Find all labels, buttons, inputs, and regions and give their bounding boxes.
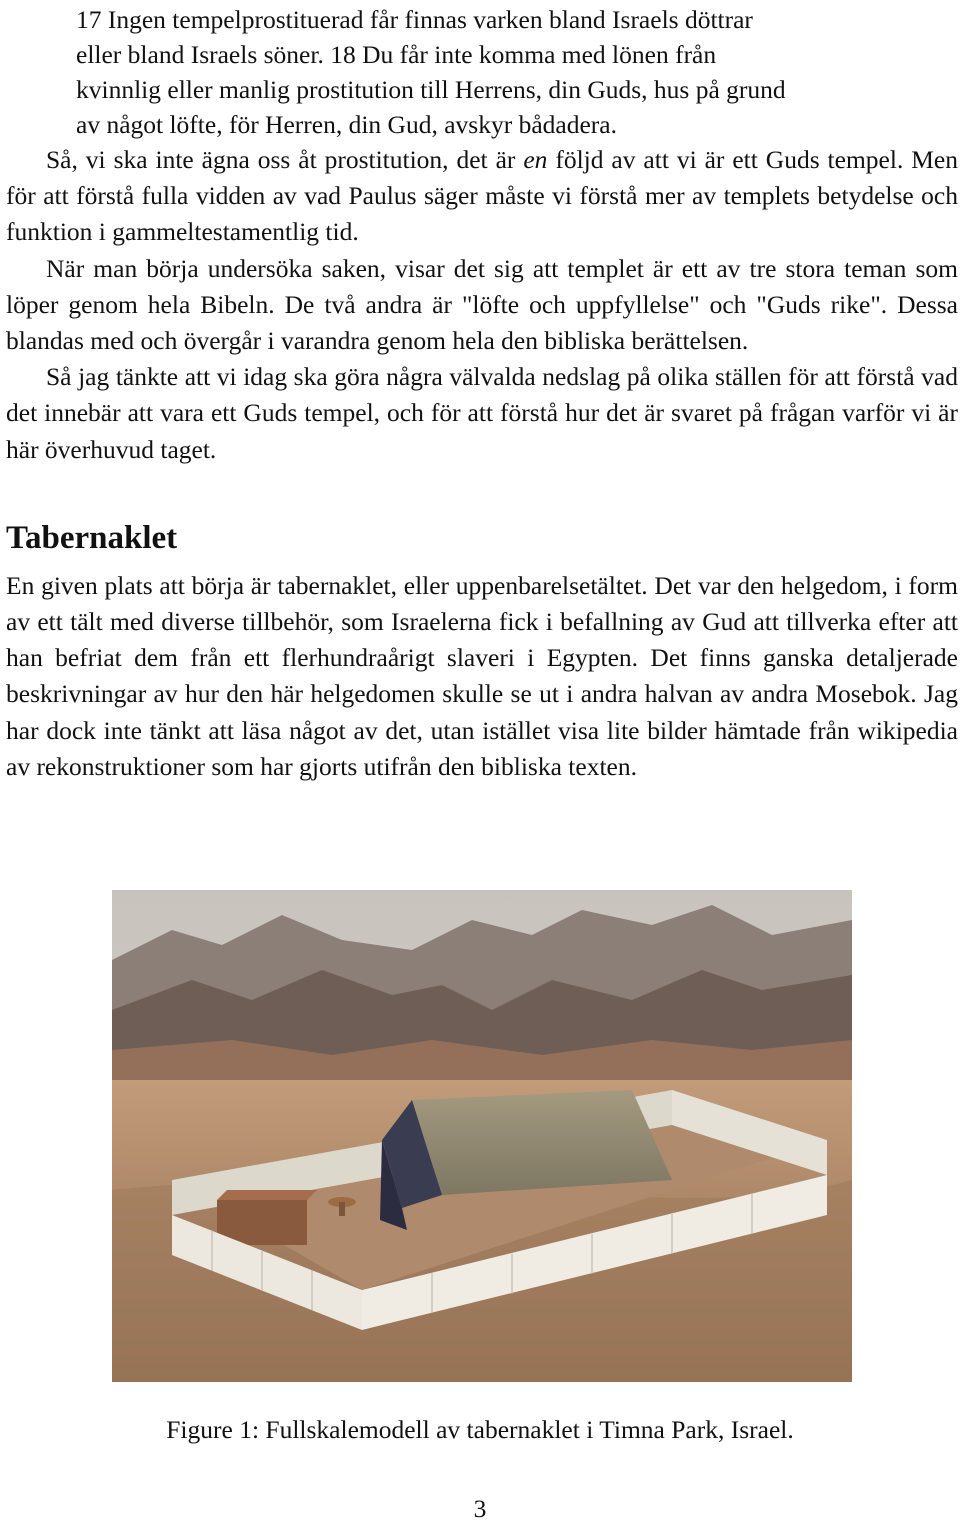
paragraph-2: När man börja undersöka saken, visar det sig att templet är ett av tre stora teman som löper genom hela Bibeln. De två andra är "löfte och uppfyllelse" och "Guds rike". Dessa blandas med och övergår i varandra genom hela den bibliska berättelsen. (6, 253, 958, 356)
figure-caption: Figure 1: Fullskalemodell av tabernaklet i Timna Park, Israel. (166, 1415, 794, 1444)
quote-line: eller bland Israels söner. 18 Du får inte komma med lönen från (76, 40, 717, 69)
quote-line: kvinnlig eller manlig prostitution till Herrens, din Guds, hus på grund (76, 75, 786, 104)
quote-line: av något löfte, för Herren, din Gud, avskyr bådadera. (76, 110, 617, 139)
paragraph-1-text-a: Så, vi ska inte ägna oss åt prostitution, det är (46, 145, 524, 174)
paragraph-1 (6, 142, 958, 251)
paragraph-1-emphasis: en (523, 145, 548, 174)
tabernacle-illustration (112, 890, 852, 1382)
tabernacle-photo (112, 890, 852, 1382)
document-page (6, 0, 958, 785)
paragraph-1-text-b: följd av att vi är ett Guds tempel. Men för att förstå fulla vidden av vad Paulus säger måste vi förstå mer av templets betydelse och funktion i gammeltestamentlig tid. (6, 145, 958, 247)
scripture-quote (76, 0, 888, 142)
section-heading: Tabernaklet (6, 519, 178, 556)
paragraph-3: Så jag tänkte att vi idag ska göra några välvalda nedslag på olika ställen för att förstå vad det innebär att vara ett Guds tempel, och för att förstå hur det är svaret på frågan varför vi är här överhuvud taget. (6, 362, 958, 464)
paragraph-4: En given plats att börja är tabernaklet, eller uppenbarelsetältet. Det var den helgedom, i form av ett tält med diverse tillbehör, som Israelerna fick i befallning av Gud att tillverka efter att han befriat dem från ett flerhundraårigt slaveri i Egypten. Det finns ganska detaljerade beskrivningar av hur den här helgedomen skulle se ut i andra halvan av andra Mosebok. Jag har dock inte tänkt att läsa något av det, utan istället visa lite bilder hämtade från wikipedia av rekonstruktioner som har gjorts utifrån den bibliska texten. (6, 570, 958, 781)
page-number: 3 (473, 1494, 487, 1523)
quote-line: 17 Ingen tempelprostituerad får finnas varken bland Israels döttrar (76, 5, 753, 34)
